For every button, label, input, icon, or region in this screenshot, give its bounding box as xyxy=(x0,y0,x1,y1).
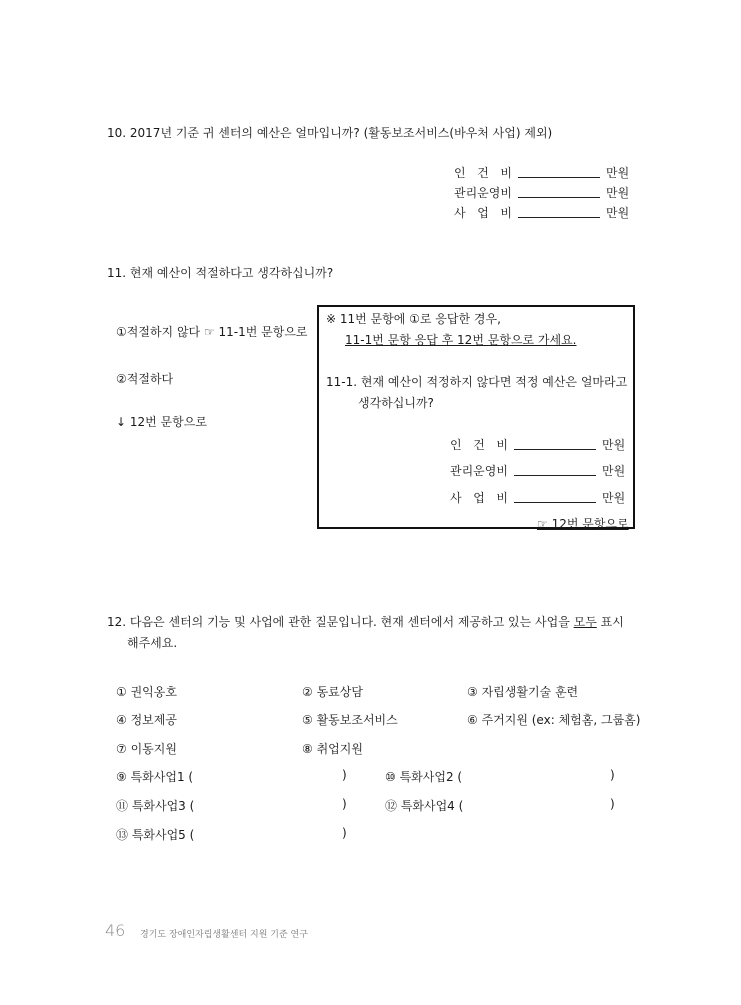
unit-label: 만원 xyxy=(602,464,626,478)
row-label: 관리운영비 xyxy=(454,186,512,200)
q12-question-emphasis: 모두 xyxy=(573,615,597,629)
q12-option-6[interactable]: ⑥ 주거지원 (ex: 체험홈, 그룹홈) xyxy=(467,713,641,727)
q11-question: 11. 현재 예산이 적절하다고 생각하십니까? xyxy=(107,266,334,280)
q10-row-personnel xyxy=(454,164,629,181)
answer-blank[interactable] xyxy=(514,448,596,450)
q11-1-question-cont: 생각하십니까? xyxy=(358,396,434,410)
q11-goto-12: ↓ 12번 문항으로 xyxy=(116,415,207,429)
q12-option-11[interactable]: ⑪ 특화사업3 ( xyxy=(116,799,195,813)
q11-1-goto-12: ☞ 12번 문항으로 xyxy=(537,517,629,531)
q10-row-operation xyxy=(454,184,629,201)
answer-blank[interactable] xyxy=(514,474,596,476)
q12-option-4[interactable]: ④ 정보제공 xyxy=(116,713,177,727)
answer-blank[interactable] xyxy=(518,216,600,218)
answer-blank[interactable] xyxy=(518,176,600,178)
row-label: 관리운영비 xyxy=(450,464,508,478)
q10-question: 10. 2017년 기준 귀 센터의 예산은 얼마입니까? (활동보조서비스(바우처 사업) 제외) xyxy=(107,126,553,140)
q12-option-11-close: ) xyxy=(342,797,347,811)
q12-option-12-close: ) xyxy=(610,797,615,811)
unit-label: 만원 xyxy=(602,491,626,505)
q12-question xyxy=(107,613,624,630)
row-label: 인 건 비 xyxy=(450,438,508,452)
q11-1-row-project xyxy=(450,489,625,506)
q12-option-9-close: ) xyxy=(342,768,347,782)
unit-label: 만원 xyxy=(602,438,626,452)
q12-option-12[interactable]: ⑫ 특화사업4 ( xyxy=(385,799,464,813)
q12-question-text: 12. 다음은 센터의 기능 및 사업에 관한 질문입니다. 현재 센터에서 제공하고 있는 사업을 xyxy=(107,615,574,629)
q11-box-instruction: 11-1번 문항 응답 후 12번 문항으로 가세요. xyxy=(345,333,577,347)
q12-option-2[interactable]: ② 동료상담 xyxy=(302,685,363,699)
q11-1-question: 11-1. 현재 예산이 적정하지 않다면 적정 예산은 얼마라고 xyxy=(326,375,628,389)
unit-label: 만원 xyxy=(606,186,630,200)
q12-option-10[interactable]: ⑩ 특화사업2 ( xyxy=(385,770,463,784)
q12-option-9[interactable]: ⑨ 특화사업1 ( xyxy=(116,770,194,784)
q11-1-row-personnel xyxy=(450,436,625,453)
q11-option-1[interactable]: ①적절하지 않다 ☞ 11-1번 문항으로 xyxy=(116,325,308,339)
q10-row-project xyxy=(454,204,629,221)
q12-option-7[interactable]: ⑦ 이동지원 xyxy=(116,742,177,756)
q12-question-text-end: 표시 xyxy=(596,615,624,629)
q11-box-note: ※ 11번 문항에 ①로 응답한 경우, xyxy=(326,312,501,326)
unit-label: 만원 xyxy=(606,206,630,220)
answer-blank[interactable] xyxy=(518,196,600,198)
page-number: 46 xyxy=(105,921,126,940)
row-label: 사 업 비 xyxy=(450,491,508,505)
q12-option-13[interactable]: ⑬ 특화사업5 ( xyxy=(116,828,195,842)
q12-option-13-close: ) xyxy=(342,826,347,840)
q12-option-1[interactable]: ① 권익옹호 xyxy=(116,685,177,699)
q11-option-2[interactable]: ②적절하다 xyxy=(116,372,174,386)
answer-blank[interactable] xyxy=(514,501,596,503)
footer-title: 경기도 장애인자립생활센터 지원 기준 연구 xyxy=(140,930,308,940)
unit-label: 만원 xyxy=(606,166,630,180)
q12-option-5[interactable]: ⑤ 활동보조서비스 xyxy=(302,713,398,727)
q11-1-row-operation xyxy=(450,462,625,479)
q12-question-cont: 해주세요. xyxy=(127,636,178,650)
row-label: 인 건 비 xyxy=(454,166,512,180)
q12-option-10-close: ) xyxy=(610,768,615,782)
q12-option-8[interactable]: ⑧ 취업지원 xyxy=(302,742,363,756)
row-label: 사 업 비 xyxy=(454,206,512,220)
q12-option-3[interactable]: ③ 자립생활기술 훈련 xyxy=(467,685,579,699)
